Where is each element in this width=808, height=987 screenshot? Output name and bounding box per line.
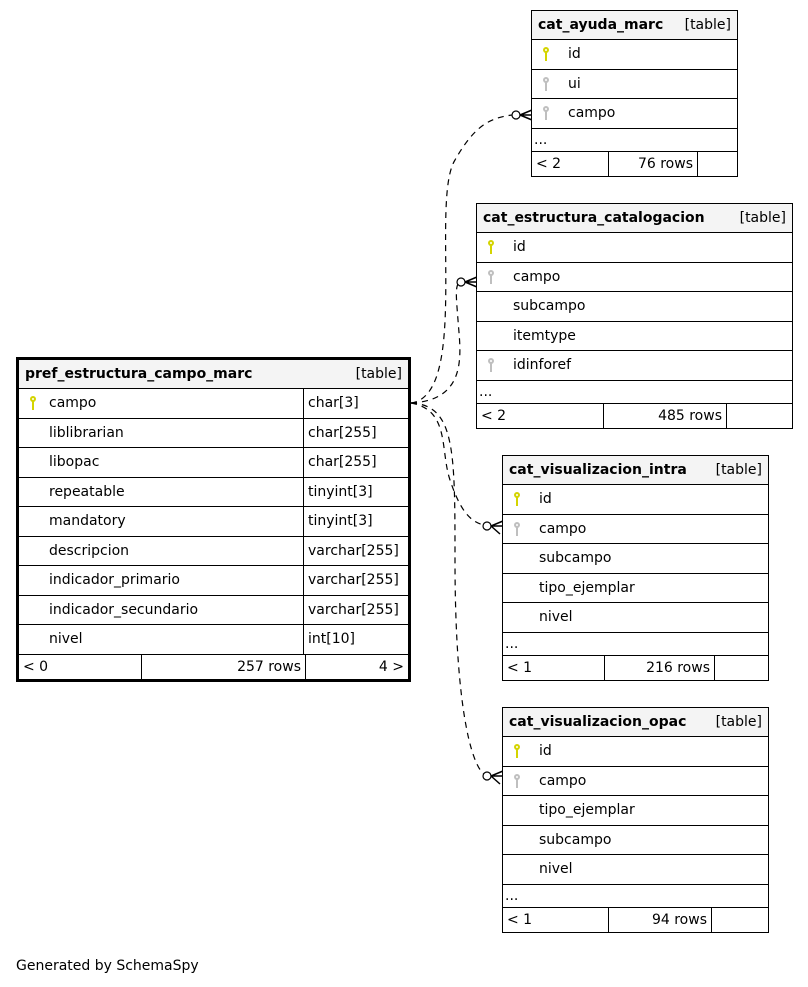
column-row[interactable] <box>19 478 408 508</box>
column-row[interactable] <box>19 537 408 567</box>
children-count[interactable]: 4 > <box>378 658 404 675</box>
column-name: libopac <box>49 454 100 471</box>
crowfoot-circle-3 <box>483 522 491 530</box>
table-name[interactable]: pref_estructura_campo_marc <box>25 366 253 382</box>
table-pref-estructura-campo-marc[interactable] <box>16 357 411 682</box>
foreign-key-icon <box>532 99 560 128</box>
column-name: campo <box>539 772 587 789</box>
column-row[interactable] <box>503 485 768 515</box>
key-slot <box>503 603 531 632</box>
column-name: nivel <box>539 609 573 626</box>
column-row[interactable] <box>477 233 792 263</box>
table-name[interactable]: cat_ayuda_marc <box>538 17 664 33</box>
column-name: repeatable <box>49 483 125 500</box>
table-footer <box>477 404 792 428</box>
column-name: subcampo <box>539 550 612 567</box>
column-row[interactable] <box>503 574 768 604</box>
table-cat-estructura-catalogacion[interactable] <box>476 203 793 429</box>
table-footer <box>532 152 737 176</box>
column-row[interactable] <box>503 767 768 797</box>
column-type: int[10] <box>303 625 408 654</box>
column-name: liblibrarian <box>49 424 124 441</box>
column-name: tipo_ejemplar <box>539 802 635 819</box>
key-slot <box>19 448 47 477</box>
relationship-line-cat-estructura-catalogacion <box>411 282 460 403</box>
primary-key-icon <box>532 40 560 69</box>
column-name: nivel <box>49 631 83 648</box>
column-row[interactable] <box>477 292 792 322</box>
key-slot <box>19 537 47 566</box>
relationship-line-cat-visualizacion-opac <box>411 403 485 775</box>
column-row[interactable] <box>19 507 408 537</box>
foreign-key-icon <box>503 515 531 544</box>
column-name: descripcion <box>49 542 130 559</box>
column-row[interactable] <box>19 566 408 596</box>
column-row[interactable] <box>503 544 768 574</box>
column-row[interactable] <box>477 322 792 352</box>
column-row[interactable] <box>503 603 768 633</box>
key-slot <box>503 544 531 573</box>
row-count: 94 rows <box>609 908 712 932</box>
key-slot <box>19 507 47 536</box>
column-name: id <box>513 239 526 256</box>
column-name: campo <box>513 268 561 285</box>
column-row[interactable] <box>19 419 408 449</box>
column-row[interactable] <box>503 515 768 545</box>
key-slot <box>19 419 47 448</box>
parents-count[interactable]: < 1 <box>503 656 605 680</box>
key-slot <box>19 478 47 507</box>
column-name: campo <box>49 395 97 412</box>
column-name: campo <box>568 105 616 122</box>
column-name: indicador_secundario <box>49 601 199 618</box>
key-slot <box>477 292 505 321</box>
key-slot <box>503 574 531 603</box>
key-slot <box>503 826 531 855</box>
column-name: itemtype <box>513 327 576 344</box>
table-kind: [table] <box>739 210 786 226</box>
table-header <box>532 11 737 40</box>
foreign-key-icon <box>532 70 560 99</box>
column-name: indicador_primario <box>49 572 180 589</box>
table-footer <box>503 908 768 932</box>
column-name: id <box>539 491 552 508</box>
column-type: tinyint[3] <box>303 507 408 536</box>
column-name: id <box>539 743 552 760</box>
table-kind: [table] <box>684 17 731 33</box>
key-slot <box>503 796 531 825</box>
column-row[interactable] <box>532 40 737 70</box>
row-count: 485 rows <box>604 404 727 428</box>
table-kind: [table] <box>355 366 402 382</box>
more-columns[interactable]: ... <box>503 633 768 656</box>
primary-key-icon <box>503 485 531 514</box>
parents-count[interactable]: < 2 <box>532 152 609 176</box>
table-cat-ayuda-marc[interactable] <box>531 10 738 177</box>
generated-by-label: Generated by SchemaSpy <box>16 958 199 974</box>
column-type: char[255] <box>303 419 408 448</box>
primary-key-icon <box>19 389 47 418</box>
table-cat-visualizacion-opac[interactable] <box>502 707 769 933</box>
children-count <box>727 404 792 428</box>
table-header <box>19 360 408 389</box>
key-slot <box>19 625 47 654</box>
row-count: 257 rows <box>142 655 306 679</box>
crowfoot-circle-1 <box>512 111 520 119</box>
table-footer <box>19 655 408 679</box>
table-name[interactable]: cat_visualizacion_intra <box>509 462 687 478</box>
row-count: 76 rows <box>609 152 698 176</box>
foreign-key-icon <box>503 767 531 796</box>
table-kind: [table] <box>715 714 762 730</box>
table-cat-visualizacion-intra[interactable] <box>502 455 769 681</box>
children-count <box>712 908 768 932</box>
table-name[interactable]: cat_estructura_catalogacion <box>483 210 705 226</box>
children-count <box>715 656 768 680</box>
column-name: ui <box>568 75 581 92</box>
key-slot <box>19 596 47 625</box>
column-row[interactable] <box>503 737 768 767</box>
relationship-line-cat-visualizacion-intra <box>411 403 484 525</box>
column-row[interactable] <box>19 448 408 478</box>
column-name: mandatory <box>49 513 126 530</box>
column-name: campo <box>539 520 587 537</box>
more-columns[interactable]: ... <box>503 885 768 908</box>
column-name: nivel <box>539 861 573 878</box>
column-type: char[255] <box>303 448 408 477</box>
foreign-key-icon <box>477 351 505 380</box>
parents-count[interactable]: < 0 <box>19 655 142 679</box>
column-type: varchar[255] <box>303 596 408 625</box>
more-columns[interactable]: ... <box>477 381 792 404</box>
column-row[interactable] <box>19 625 408 655</box>
column-row[interactable] <box>532 99 737 129</box>
children-count <box>698 152 737 176</box>
column-row[interactable] <box>477 351 792 381</box>
row-count: 216 rows <box>605 656 715 680</box>
column-type: char[3] <box>303 389 408 418</box>
primary-key-icon <box>477 233 505 262</box>
column-row[interactable] <box>532 70 737 100</box>
column-row[interactable] <box>477 263 792 293</box>
column-name: subcampo <box>539 831 612 848</box>
table-kind: [table] <box>715 462 762 478</box>
crowfoot-circle-4 <box>483 772 491 780</box>
more-columns[interactable]: ... <box>532 129 737 152</box>
parents-count[interactable]: < 1 <box>503 908 609 932</box>
table-name[interactable]: cat_visualizacion_opac <box>509 714 687 730</box>
table-header <box>503 708 768 737</box>
column-row[interactable] <box>503 855 768 885</box>
crowfoot-circle-2 <box>457 278 465 286</box>
key-slot <box>477 322 505 351</box>
column-row[interactable] <box>503 796 768 826</box>
primary-key-icon <box>503 737 531 766</box>
key-slot <box>503 855 531 884</box>
column-type: tinyint[3] <box>303 478 408 507</box>
key-slot <box>19 566 47 595</box>
column-name: tipo_ejemplar <box>539 579 635 596</box>
table-footer <box>503 656 768 680</box>
column-row[interactable] <box>19 596 408 626</box>
column-type: varchar[255] <box>303 537 408 566</box>
column-row[interactable] <box>19 389 408 419</box>
table-header <box>477 204 792 233</box>
column-row[interactable] <box>503 826 768 856</box>
table-header <box>503 456 768 485</box>
column-name: id <box>568 46 581 63</box>
column-name: subcampo <box>513 298 586 315</box>
parents-count[interactable]: < 2 <box>477 404 604 428</box>
foreign-key-icon <box>477 263 505 292</box>
column-type: varchar[255] <box>303 566 408 595</box>
column-name: idinforef <box>513 357 572 374</box>
